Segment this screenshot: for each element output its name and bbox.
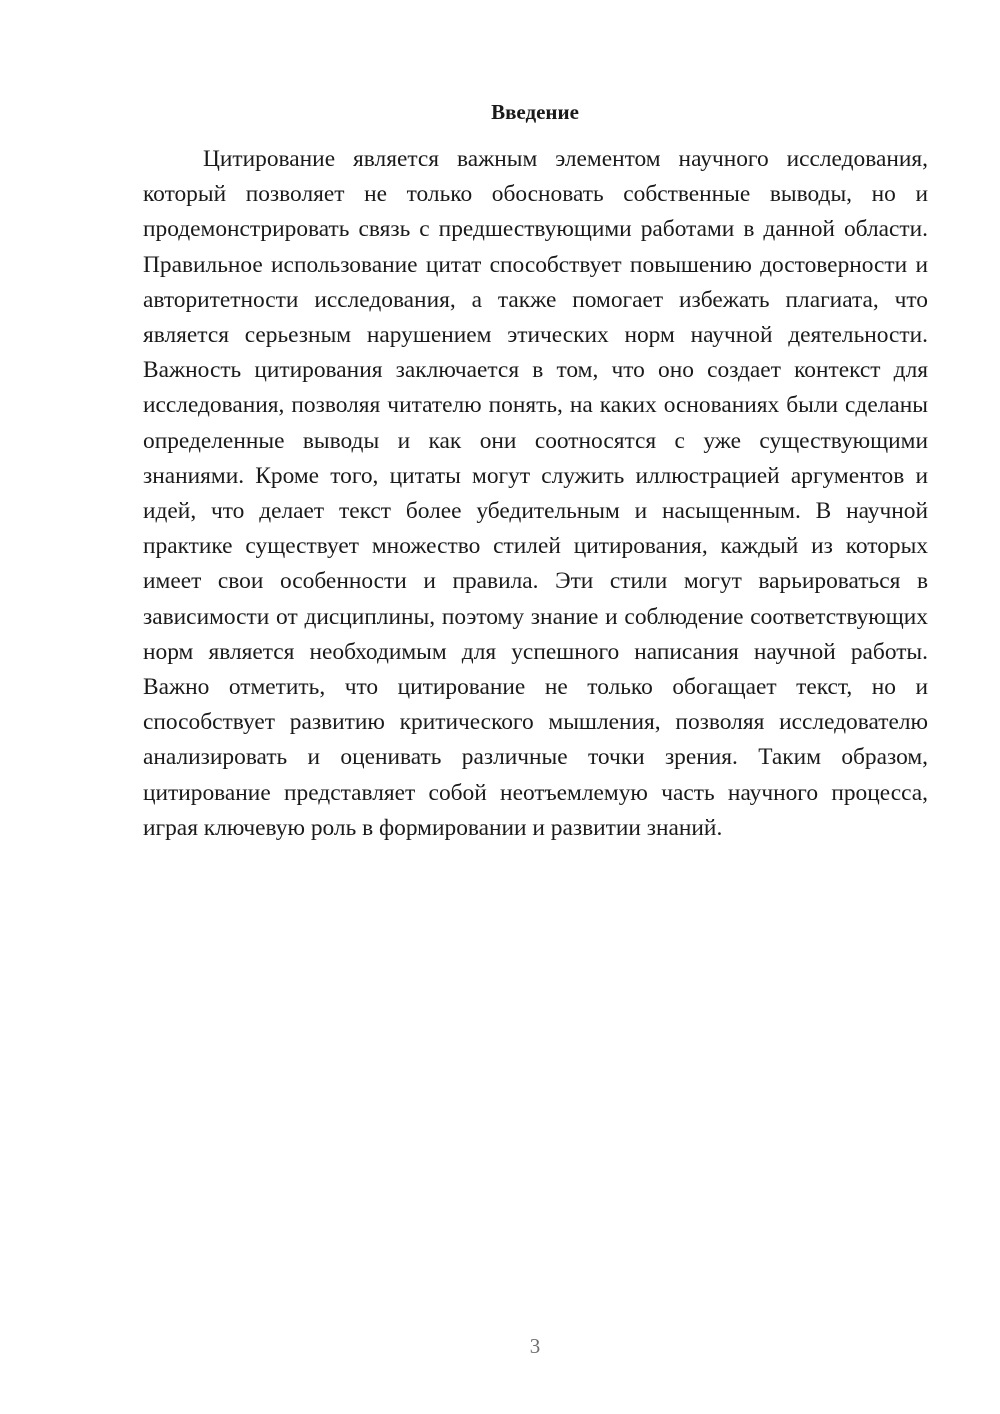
body-paragraph: Цитирование является важным элементом научного исследования, который позволяет не только обосновать собственные выводы, но и продемонстрировать связь с предшествующими работами в данной области. Правильное использование цитат способствует повышению достоверности и авторитетности исследования, а также помогает избежать плагиата, что является серьезным нарушением этических норм научной деятельности. Важность цитирования заключается в том, что оно создает контекст для исследования, позволяя читателю понять, на каких основаниях были сделаны определенные выводы и как они соотносятся с уже существующими знаниями. Кроме того, цитаты могут служить иллюстрацией аргументов и идей, что делает текст более убедительным и насыщенным. В научной практике существует множество стилей цитирования, каждый из которых имеет свои особенности и правила. Эти стили могут варьироваться в зависимости от дисциплины, поэтому знание и соблюдение соответствующих норм является необходимым для успешного написания научной работы. Важно отметить, что цитирование не только обогащает текст, но и способствует развитию критического мышления, позволяя исследователю анализировать и оценивать различные точки зрения. Таким образом, цитирование представляет собой неотъемлемую часть научного процесса, играя ключевую роль в формировании и развитии знаний. xyxy=(143,146,928,841)
section-heading: Введение xyxy=(491,100,579,124)
page-number: 3 xyxy=(529,1334,541,1358)
